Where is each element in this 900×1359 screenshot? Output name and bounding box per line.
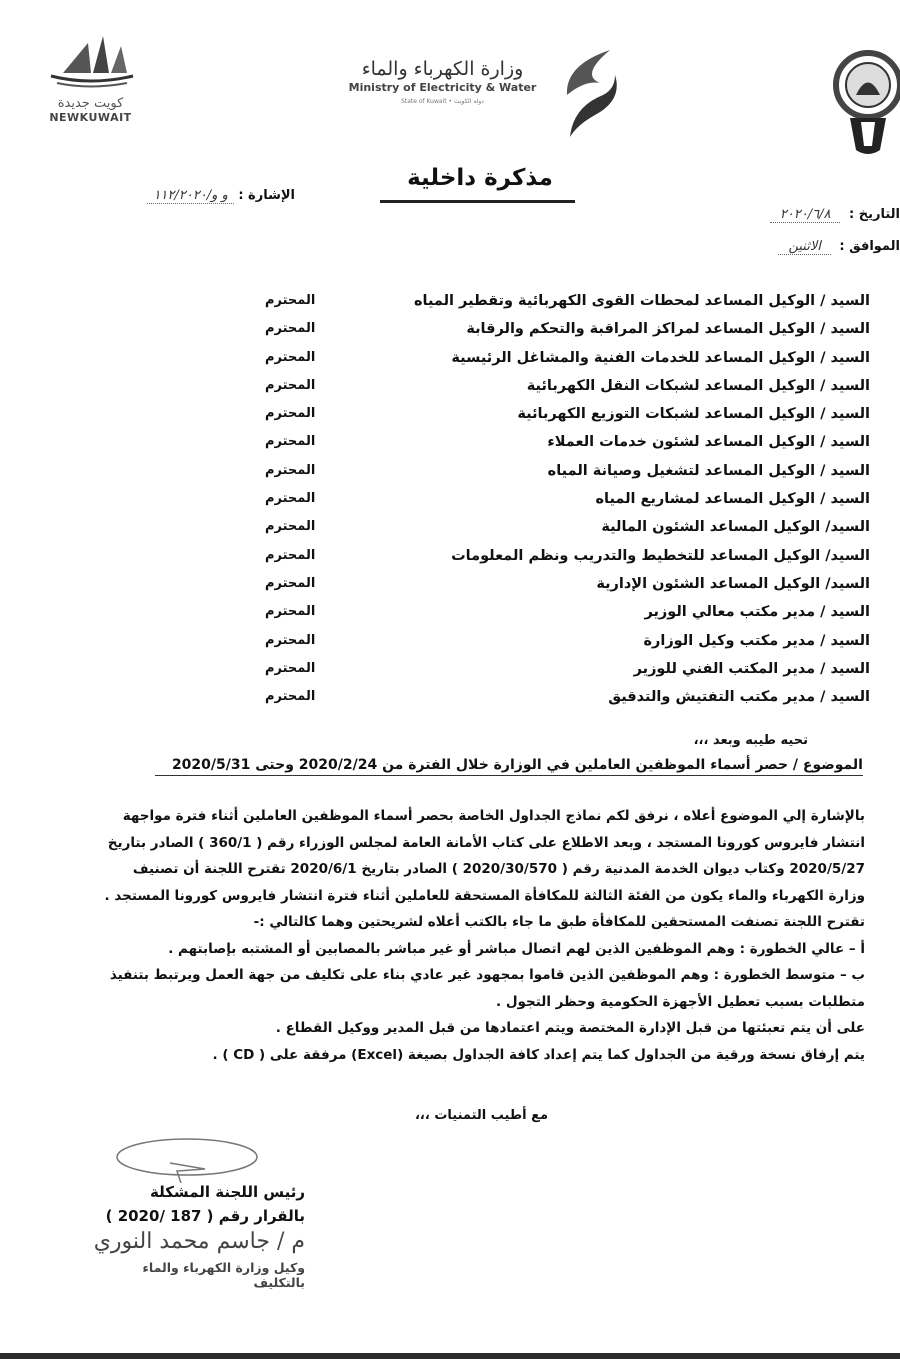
recipient-name: السيد / الوكيل المساعد لمراكز المراقبة والتحكم والرقابة: [466, 321, 870, 338]
body-line: أ – عالي الخطورة : وهم الموظفين الذين لهم اتصال مباشر أو غير مباشر بالمصابين أو المشتبه بإصابتهم .: [168, 940, 865, 957]
recipient-honorific: المحترم: [265, 349, 316, 365]
recipient-honorific: المحترم: [265, 491, 316, 507]
reference-label: الإشارة :: [238, 188, 295, 203]
recipient-name: السيد / الوكيل المساعد لمحطات القوى الكهربائية وتقطير المياه: [413, 293, 870, 309]
date-value: ٢٠٢٠/٦/٨: [770, 207, 841, 223]
body-line: ب – متوسط الخطورة : وهم الموظفين الذين قاموا بمجهود غير عادي بناء على تكليف من جهة العمل ويرتبط بتنفيذ: [109, 967, 865, 983]
recipient-name: السيد / مدير مكتب وكيل الوزارة: [643, 632, 870, 649]
recipient-honorific: المحترم: [265, 547, 316, 563]
recipient-honorific: المحترم: [265, 406, 316, 422]
memo-title: مذكرة داخلية: [407, 165, 553, 191]
recipient-row: [255, 463, 870, 491]
new-kuwait-logo: [38, 28, 143, 138]
day-value: الاثنين: [778, 239, 830, 255]
recipient-name: السيد / مدير مكتب التفتيش والتدقيق: [608, 689, 870, 706]
ministry-subtitle: State of Kuwait • دولة الكويت: [401, 98, 484, 105]
signatory-position: وكيل وزارة الكهرباء والماء بالتكليف: [142, 1260, 305, 1290]
ministry-name-arabic: وزارة الكهرباء والماء: [361, 58, 524, 80]
body-line: يتم إرفاق نسخة ورقية من الجداول كما يتم إعداد كافة الجداول بصيغة (Excel) مرفقة على ( CD ) .: [212, 1046, 865, 1063]
recipient-name: السيد/ الوكيل المساعد للتخطيط والتدريب ونظم المعلومات: [451, 547, 870, 564]
recipient-row: [255, 661, 870, 689]
recipient-row: [255, 293, 870, 321]
subject-line: الموضوع / حصر أسماء الموظفين العاملين في الوزارة خلال الفترة من 2020/2/24 وحتى 2020/5/31: [155, 757, 863, 776]
recipient-row: [255, 548, 870, 576]
recipient-list: [255, 293, 870, 717]
recipient-honorific: المحترم: [265, 660, 316, 676]
ministry-name-block: [335, 58, 550, 105]
recipient-name: السيد / مدير مكتب معالي الوزير: [644, 604, 870, 621]
recipient-name: السيد / الوكيل المساعد لشبكات التوزيع الكهربائية: [517, 406, 870, 423]
recipient-row: [255, 519, 870, 547]
recipient-name: السيد/ الوكيل المساعد الشئون الإدارية: [596, 575, 870, 592]
reference-value: و و/١١٢/٢٠٢٠: [147, 188, 233, 204]
recipient-honorific: المحترم: [265, 519, 316, 535]
day-label: الموافق :: [839, 239, 900, 254]
signatory-name: م / جاسم محمد النوري: [93, 1229, 305, 1254]
memo-body: [100, 803, 865, 1068]
new-kuwait-arabic: كويت جديدة: [57, 96, 124, 111]
recipient-row: [255, 434, 870, 462]
greeting: تحيه طيبه وبعد ،،،: [693, 733, 808, 748]
body-line: 2020/5/27 وكتاب ديوان الخدمة المدنية رقم ( 2020/30/570 ) الصادر بتاريخ 2020/6/1 تقترح اللجنة أن تصنيف: [132, 861, 865, 877]
recipient-name: السيد / الوكيل المساعد للخدمات الفنية والمشاغل الرئيسية: [451, 349, 870, 366]
recipient-name: السيد / الوكيل المساعد لشبكات النقل الكهربائية: [526, 377, 870, 394]
recipient-row: [255, 350, 870, 378]
reference-field: [55, 188, 295, 203]
signatory-decision: بالقرار رقم ( 187 /2020 ): [105, 1207, 305, 1225]
recipient-honorific: المحترم: [265, 462, 316, 478]
recipient-row: [255, 689, 870, 717]
recipient-name: السيد / الوكيل المساعد لتشغيل وصيانة المياه: [547, 462, 870, 479]
body-line: على أن يتم تعبئتها من قبل الإدارة المختصة ويتم اعتمادها من قبل المدير ووكيل القطاع .: [275, 1020, 865, 1036]
new-kuwait-english: NEWKUWAIT: [49, 111, 132, 124]
recipient-honorific: المحترم: [265, 293, 316, 308]
recipient-row: [255, 321, 870, 349]
recipient-name: السيد / مدير المكتب الفني للوزير: [633, 660, 870, 677]
recipient-row: [255, 576, 870, 604]
dhow-sail-icon: [43, 28, 138, 90]
mew-flame-logo-icon: [555, 45, 630, 140]
recipient-row: [255, 491, 870, 519]
date-block: [700, 200, 900, 264]
recipient-row: [255, 406, 870, 434]
body-line: متطلبات بسبب تعطيل الأجهزة الحكومية وحظر التجول .: [496, 993, 865, 1010]
recipient-honorific: المحترم: [265, 321, 316, 337]
body-line: انتشار فايروس كورونا المستجد ، وبعد الاطلاع على كتاب الأمانة العامة لمجلس الوزراء رقم ( 360/1 ) الصادر بتاريخ: [107, 834, 865, 851]
signature-block: [90, 1183, 305, 1290]
date-label: التاريخ :: [849, 207, 900, 222]
recipient-honorific: المحترم: [265, 689, 316, 705]
recipient-row: [255, 604, 870, 632]
recipient-row: [255, 378, 870, 406]
closing-line: مع أطيب التمنيات ،،،: [414, 1108, 548, 1123]
body-line: بالإشارة إلي الموضوع أعلاه ، نرفق لكم نماذج الجداول الخاصة بحصر أسماء الموظفين العاملين أثناء فترة مواجهة: [122, 808, 865, 824]
scan-bottom-edge: [0, 1353, 900, 1359]
recipient-honorific: المحترم: [265, 377, 316, 393]
recipient-row: [255, 633, 870, 661]
recipient-honorific: المحترم: [265, 604, 316, 620]
body-line: وزارة الكهرباء والماء يكون من الفئة الثالثة للمكافأة المستحقة للعاملين أثناء فترة انتشار فايروس كورونا المستجد .: [104, 887, 865, 904]
recipient-honorific: المحترم: [265, 575, 316, 591]
handwritten-signature-icon: [115, 1135, 260, 1183]
recipient-honorific: المحترم: [265, 632, 316, 648]
signatory-title: رئيس اللجنة المشكلة: [149, 1183, 305, 1201]
recipient-name: السيد / الوكيل المساعد لمشاريع المياه: [595, 491, 870, 508]
recipient-honorific: المحترم: [265, 434, 316, 450]
ministry-name-english: Ministry of Electricity & Water: [348, 81, 537, 94]
recipient-name: السيد/ الوكيل المساعد الشئون المالية: [601, 519, 870, 536]
kuwait-emblem-icon: [828, 40, 900, 160]
title-underline: [380, 200, 575, 203]
recipient-name: السيد / الوكيل المساعد لشئون خدمات العملاء: [547, 434, 870, 451]
body-line: تقترح اللجنة تصنفت المستحقين للمكافأة طبق ما جاء بالكتب أعلاه لشريحتين وهما كالتالي :-: [253, 914, 865, 930]
